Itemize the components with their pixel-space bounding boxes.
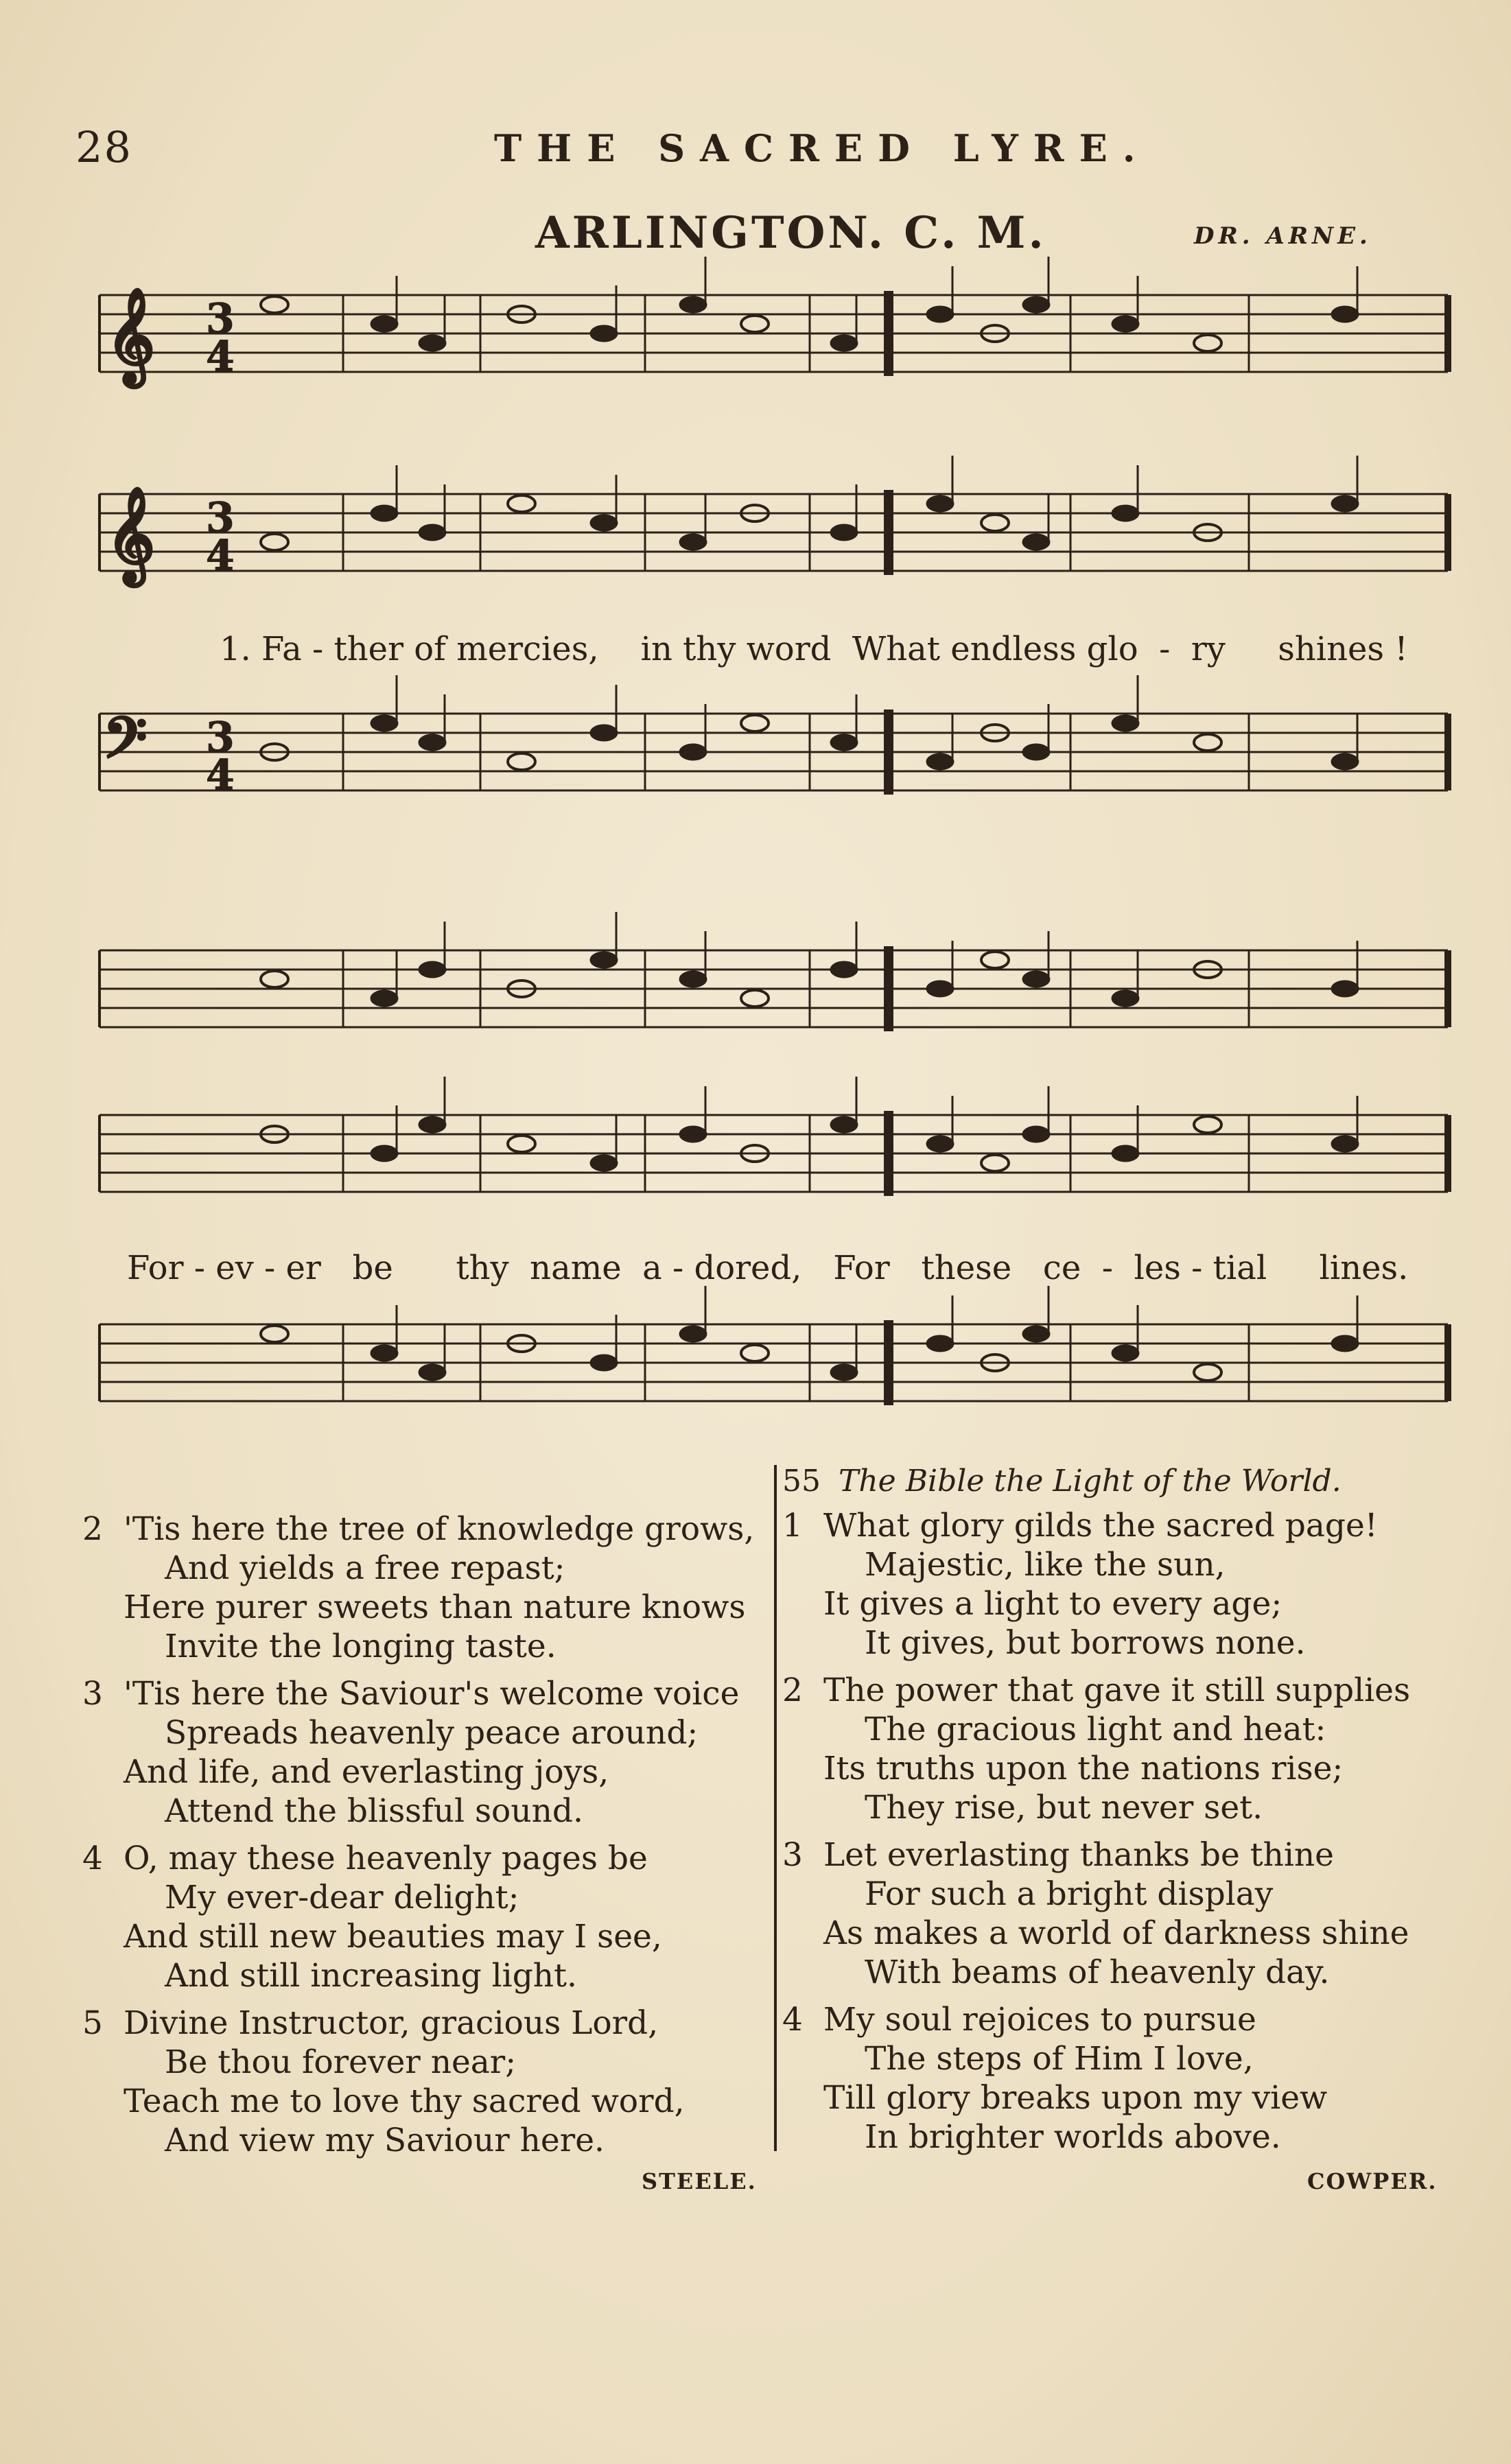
note-head: [830, 1116, 858, 1133]
note-head: [261, 296, 288, 313]
note-head: [830, 1364, 858, 1381]
note-head: [1022, 1126, 1050, 1142]
note-head: [926, 1335, 954, 1352]
verse-line: Invite the longing taste.: [165, 1628, 557, 1665]
note-head: [1112, 316, 1139, 332]
note-head: [1112, 715, 1139, 731]
hymn-left-column: [82, 1510, 762, 2168]
lyrics-line-2: For - ev - er be thy name a - dored, For these ce - les - tial lines.: [127, 1249, 1409, 1287]
note-head: [926, 981, 954, 997]
column-divider: [774, 1465, 777, 2151]
note-head: [590, 725, 618, 741]
note-head: [1194, 1116, 1221, 1133]
note-head: [419, 335, 446, 351]
verse-line: As makes a world of darkness shine: [823, 1914, 1409, 1952]
note-head: [1112, 1145, 1139, 1162]
note-head: [1112, 505, 1139, 521]
note-head: [1112, 990, 1139, 1007]
stanza-2: [782, 1671, 1468, 1827]
note-head: [679, 744, 707, 760]
composer-name: DR. ARNE.: [1194, 222, 1372, 250]
stanza-2: [82, 1510, 762, 1666]
note-head: [830, 961, 858, 978]
note-head: [508, 1136, 535, 1152]
note-head: [981, 1155, 1009, 1171]
note-head: [1022, 534, 1050, 550]
stanza-number: 2: [82, 1510, 103, 1548]
note-head: [1331, 495, 1359, 512]
note-head: [679, 1126, 707, 1142]
verse-line: Be thou forever near;: [165, 2043, 517, 2081]
author-cowper: COWPER.: [1307, 2168, 1438, 2194]
verse-line: Majestic, like the sun,: [865, 1546, 1226, 1584]
note-head: [679, 296, 707, 313]
note-head: [1194, 335, 1221, 351]
note-head: [419, 734, 446, 751]
hymn-title: [782, 1462, 1468, 1501]
verse-line: Spreads heavenly peace around;: [165, 1714, 699, 1752]
note-head: [419, 1116, 446, 1133]
note-head: [371, 316, 398, 332]
note-head: [1331, 1136, 1359, 1152]
stanza-number: 3: [782, 1836, 803, 1874]
note-head: [1331, 1335, 1359, 1352]
time-signature-top: 3: [206, 714, 235, 762]
stanza-number: 3: [82, 1675, 103, 1713]
verse-line: It gives a light to every age;: [823, 1585, 1282, 1623]
verse-line: Let everlasting thanks be thine: [823, 1836, 1334, 1874]
note-head: [371, 990, 398, 1007]
note-head: [679, 534, 707, 550]
note-head: [1194, 734, 1221, 751]
verse-line: It gives, but borrows none.: [865, 1624, 1306, 1662]
verse-line: The power that gave it still supplies: [823, 1671, 1411, 1709]
verse-line: Attend the blissful sound.: [165, 1792, 583, 1830]
verse-line: In brighter worlds above.: [865, 2118, 1281, 2156]
time-signature-bottom: 4: [206, 333, 235, 381]
note-head: [981, 515, 1009, 531]
verse-line: Divine Instructor, gracious Lord,: [124, 2004, 659, 2042]
time-signature-top: 3: [206, 295, 235, 343]
stanza-number: 4: [782, 2001, 803, 2039]
verse-line: My soul rejoices to pursue: [823, 2001, 1256, 2039]
tune-title: ARLINGTON. C. M.: [535, 207, 1046, 259]
stanza-1: [782, 1506, 1468, 1663]
note-head: [981, 952, 1009, 968]
note-head: [419, 524, 446, 541]
note-head: [590, 1354, 618, 1371]
note-head: [679, 971, 707, 987]
verse-line: With beams of heavenly day.: [865, 1953, 1330, 1991]
verse-line: Here purer sweets than nature knows: [124, 1588, 746, 1626]
note-head: [371, 715, 398, 731]
note-head: [590, 325, 618, 342]
note-head: [590, 952, 618, 968]
verse-line: Till glory breaks upon my view: [823, 2079, 1328, 2117]
verse-line: And life, and everlasting joys,: [124, 1753, 609, 1791]
stanza-3: [782, 1835, 1468, 1992]
note-head: [419, 1364, 446, 1381]
note-head: [261, 534, 288, 550]
verse-line: And yields a free repast;: [165, 1549, 565, 1587]
stanza-4: [782, 2000, 1468, 2157]
note-head: [419, 961, 446, 978]
note-head: [741, 715, 769, 731]
note-head: [926, 1136, 954, 1152]
treble-clef-icon: 𝄞: [106, 486, 155, 583]
note-head: [1194, 1364, 1221, 1381]
note-head: [1022, 1326, 1050, 1342]
bass-clef-icon: 𝄢: [103, 704, 148, 785]
verse-line: And view my Saviour here.: [165, 2122, 605, 2159]
stanza-3: [82, 1674, 762, 1831]
note-head: [508, 753, 535, 770]
note-head: [590, 515, 618, 531]
time-signature-top: 3: [206, 494, 235, 542]
verse-line: 'Tis here the Saviour's welcome voice: [124, 1675, 740, 1713]
stanza-5: [82, 2004, 762, 2160]
note-head: [830, 524, 858, 541]
note-head: [741, 990, 769, 1007]
verse-line: They rise, but never set.: [865, 1789, 1263, 1827]
hymn-number: 55: [782, 1464, 821, 1499]
verse-line: My ever-dear delight;: [165, 1879, 519, 1916]
note-head: [741, 1345, 769, 1361]
lyrics-line-1: 1. Fa - ther of mercies, in thy word What endless glo - ry shines !: [220, 630, 1408, 668]
note-head: [1331, 981, 1359, 997]
note-head: [371, 505, 398, 521]
note-head: [926, 306, 954, 322]
note-head: [1022, 296, 1050, 313]
stanza-4: [82, 1839, 762, 1995]
note-head: [590, 1155, 618, 1171]
note-head: [261, 971, 288, 987]
hymn-right-column: [782, 1462, 1468, 2165]
verse-line: And still new beauties may I see,: [124, 1918, 662, 1956]
note-head: [371, 1345, 398, 1361]
hymn-title-text: The Bible the Light of the World.: [839, 1464, 1342, 1499]
page-number: 28: [75, 122, 132, 172]
stanza-number: 5: [82, 2004, 103, 2042]
stanza-number: 1: [782, 1507, 803, 1545]
stanza-number: 4: [82, 1840, 103, 1877]
note-head: [1331, 753, 1359, 770]
treble-clef-icon: 𝄞: [106, 287, 155, 384]
note-head: [926, 495, 954, 512]
verse-line: O, may these heavenly pages be: [124, 1840, 648, 1877]
verse-line: What glory gilds the sacred page!: [823, 1507, 1378, 1545]
note-head: [1022, 971, 1050, 987]
note-head: [926, 753, 954, 770]
note-head: [371, 1145, 398, 1162]
verse-line: Teach me to love thy sacred word,: [124, 2082, 685, 2120]
note-head: [830, 734, 858, 751]
note-head: [679, 1326, 707, 1342]
verse-line: For such a bright display: [865, 1875, 1274, 1913]
verse-line: The gracious light and heat:: [865, 1711, 1326, 1748]
verse-line: The steps of Him I love,: [865, 2040, 1254, 2078]
note-head: [830, 335, 858, 351]
author-steele: STEELE.: [642, 2168, 757, 2194]
verse-line: 'Tis here the tree of knowledge grows,: [124, 1510, 755, 1548]
note-head: [1022, 744, 1050, 760]
note-head: [261, 1326, 288, 1342]
time-signature-bottom: 4: [206, 751, 235, 799]
note-head: [1331, 306, 1359, 322]
stanza-number: 2: [782, 1671, 803, 1709]
book-title: THE SACRED LYRE.: [494, 126, 1151, 170]
time-signature-bottom: 4: [206, 532, 235, 580]
note-head: [741, 316, 769, 332]
verse-line: Its truths upon the nations rise;: [823, 1750, 1344, 1787]
note-head: [1112, 1345, 1139, 1361]
verse-line: And still increasing light.: [165, 1957, 577, 1995]
note-head: [508, 495, 535, 512]
